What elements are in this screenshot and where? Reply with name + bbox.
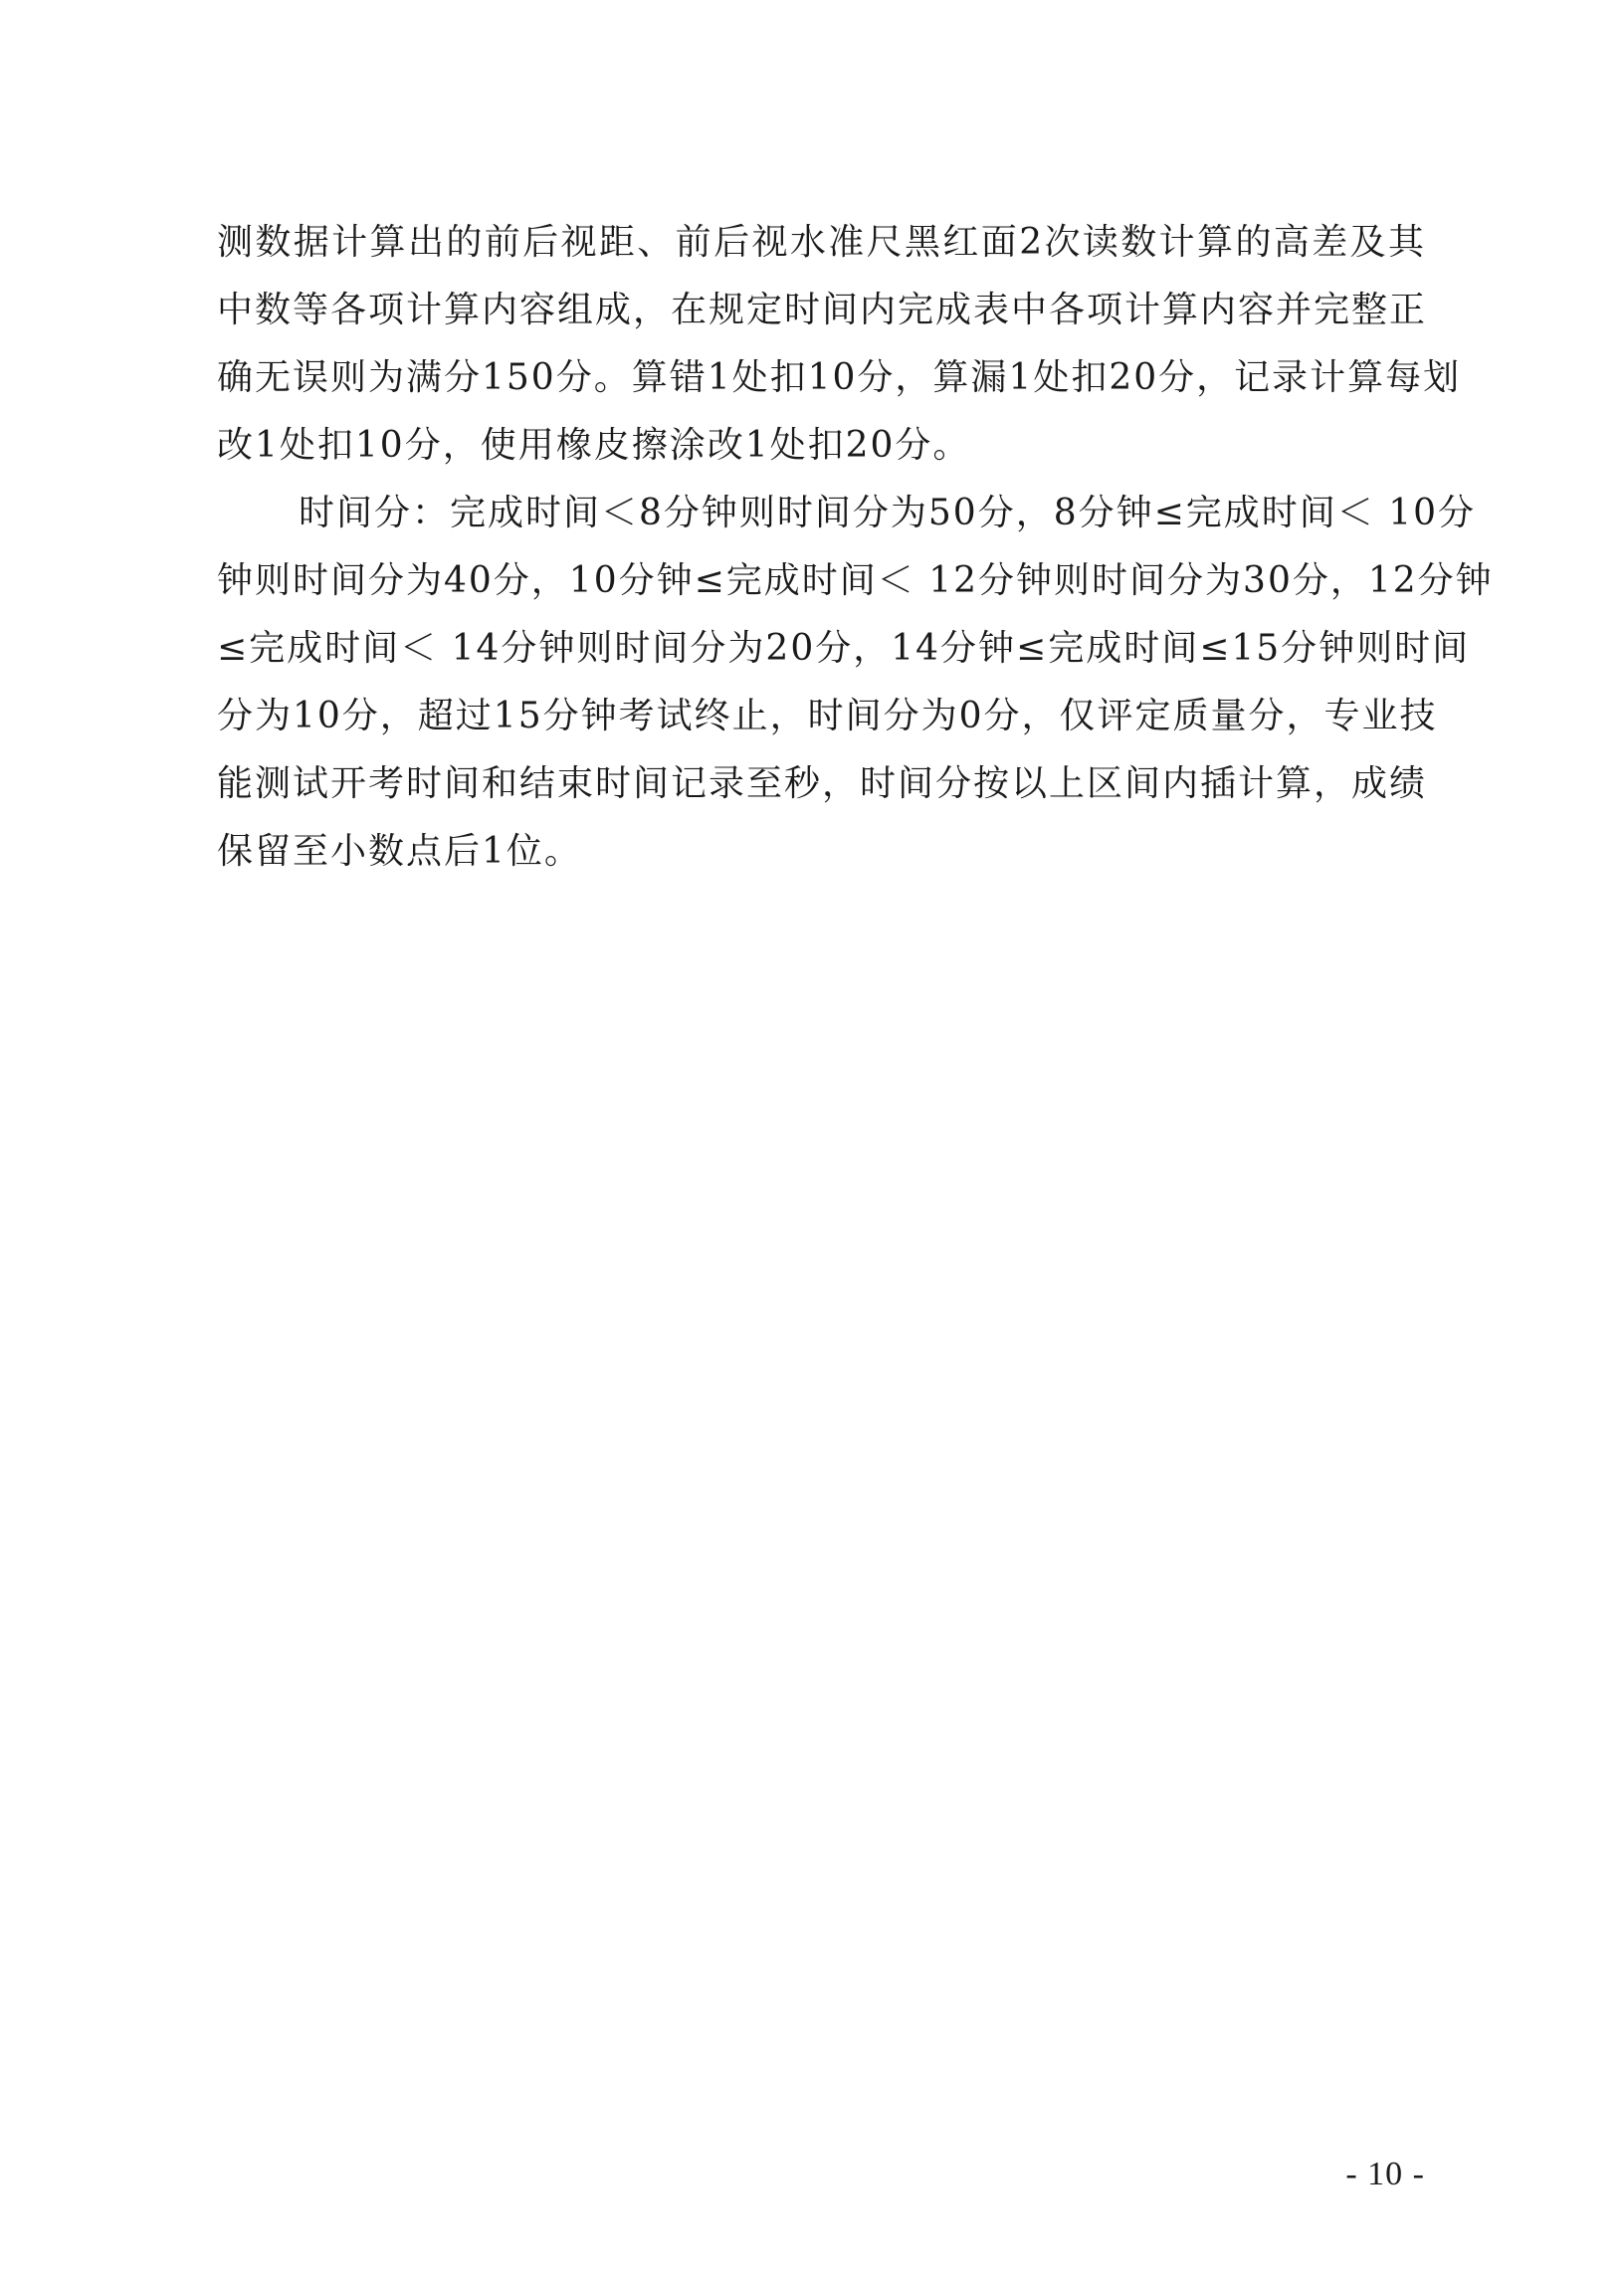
text-line: 确无误则为满分150分。算错1处扣10分，算漏1处扣20分，记录计算每划: [217, 357, 1462, 398]
text-line: 分为10分，超过15分钟考试终止，时间分为0分，仅评定质量分，专业技: [217, 696, 1438, 736]
page-number: - 10 -: [1345, 2156, 1425, 2192]
paragraph-scoring-rules: [217, 209, 1462, 480]
text-line: 钟则时间分为40分，10分钟≤完成时间＜ 12分钟则时间分为30分，12分钟: [217, 560, 1494, 601]
body-text: [217, 209, 1494, 886]
text-line: 保留至小数点后1位。: [217, 831, 582, 872]
text-line: ≤完成时间＜ 14分钟则时间分为20分，14分钟≤完成时间≤15分钟则时间: [217, 628, 1471, 669]
paragraph-time-score: [217, 480, 1494, 886]
text-line: 改1处扣10分，使用橡皮擦涂改1处扣20分。: [217, 425, 971, 466]
text-line: 中数等各项计算内容组成，在规定时间内完成表中各项计算内容并完整正: [217, 290, 1428, 330]
text-line: 测数据计算出的前后视距、前后视水准尺黑红面2次读数计算的高差及其: [217, 222, 1426, 263]
text-line: 能测试开考时间和结束时间记录至秒，时间分按以上区间内插计算，成绩: [217, 763, 1428, 804]
text-line: 时间分：完成时间＜8分钟则时间分为50分，8分钟≤完成时间＜ 10分: [299, 493, 1477, 533]
